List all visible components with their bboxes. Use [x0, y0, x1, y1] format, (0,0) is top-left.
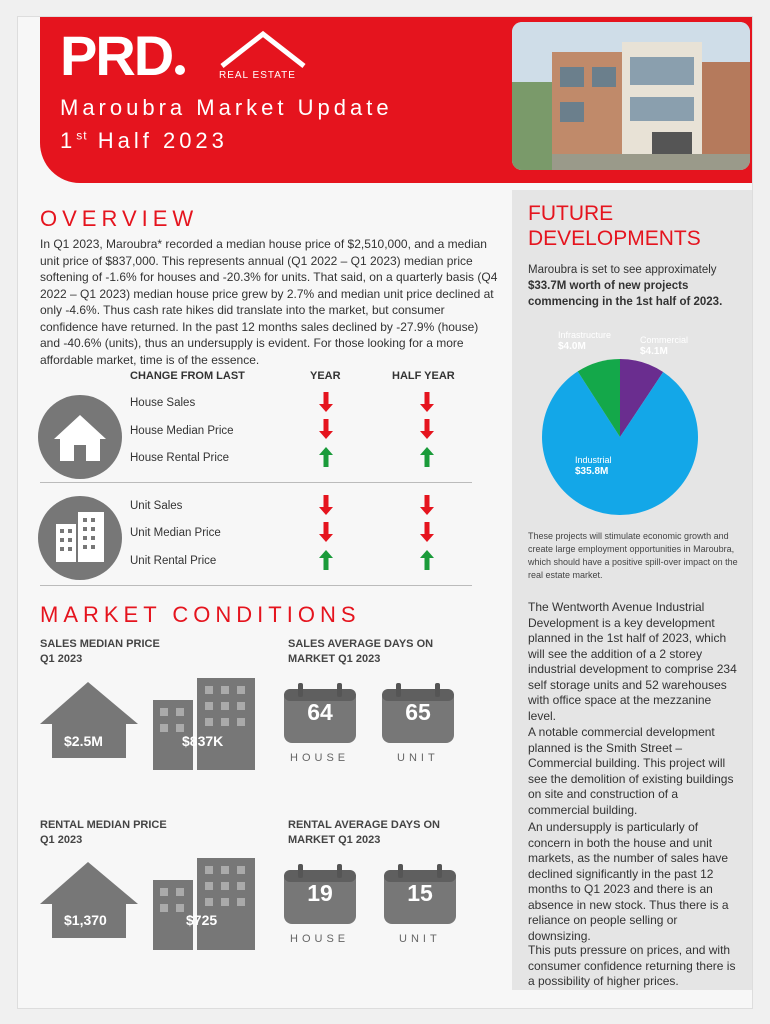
sales-days-heading: SALES AVERAGE DAYS ON MARKET Q1 2023 — [288, 638, 434, 665]
sales-unit-caption: UNIT — [397, 752, 439, 764]
house-icon — [38, 395, 122, 479]
sales-unit-days: 65 — [405, 699, 431, 725]
pie-label-commercial: Commercial $4.1M — [640, 335, 689, 357]
pie-label-infrastructure: Infrastructure $4.0M — [558, 330, 612, 352]
brand-subtitle: REAL ESTATE — [219, 70, 296, 81]
apartment-building-icon — [38, 496, 122, 580]
arrow-down-icon — [420, 419, 434, 439]
overview-title: OVERVIEW — [40, 206, 199, 231]
future-paragraph-1: The Wentworth Avenue Industrial Development is a key development planned in the 1st half of 2023, which will see the addition of a 2 storey industrial development to comprise 234 self storage units and 52 warehouses with office space at the mezzanine level. — [528, 600, 737, 723]
rental-unit-days-calendar-icon — [384, 864, 456, 924]
investment-pie-chart — [540, 357, 700, 522]
sales-unit-price: $837K — [182, 733, 224, 749]
sales-house-price: $2.5M — [64, 733, 103, 749]
sales-house-days: 64 — [307, 699, 333, 725]
row-house-rental-price: House Rental Price — [130, 452, 230, 464]
sales-house-caption: HOUSE — [290, 752, 350, 764]
row-unit-sales: Unit Sales — [130, 500, 183, 512]
arrow-up-icon — [420, 447, 434, 467]
row-unit-rental-price: Unit Rental Price — [130, 555, 217, 567]
arrow-down-icon — [420, 392, 434, 412]
table-divider — [40, 585, 472, 586]
market-conditions-title: MARKET CONDITIONS — [40, 602, 361, 627]
future-title: FUTURE DEVELOPMENTS — [528, 202, 701, 250]
arrow-down-icon — [420, 495, 434, 515]
overview-text: In Q1 2023, Maroubra* recorded a median house price of $2,510,000, and a median unit price of $837,000. This represents annual (Q1 2022 – Q1 2023) median price softening of -1.6% for houses and -20.3% for units. That said, on a quarterly basis (Q4 2022 – Q1 2023) median house price grew by 2.7% and median unit price declined at only -4.6%. Thus cash rate hikes did translate into the market, but consumer confidence have returned. In the past 12 months sales declined by -27.9% (house) and -40.6% (units), thus an undersupply is evident. For those looking for a more affordable market, time is of the essence. — [40, 237, 498, 367]
future-paragraph-2: A notable commercial development planned is the Smith Street – Commercial building. This project will see the demolition of existing buildings on site and construction of a commercial building. — [528, 725, 734, 817]
rental-unit-building-icon — [153, 858, 255, 950]
roof-logo-icon — [220, 30, 306, 68]
future-paragraph-4: This puts pressure on prices, and with consumer confidence returning there is a possibility of higher prices. — [528, 943, 736, 988]
property-photo — [512, 22, 750, 170]
prd-logo: PRD — [60, 28, 185, 84]
rental-median-heading: RENTAL MEDIAN PRICE Q1 2023 — [40, 819, 167, 846]
arrow-down-icon — [319, 419, 333, 439]
arrow-down-icon — [319, 392, 333, 412]
row-unit-median-price: Unit Median Price — [130, 527, 221, 539]
future-note: These projects will stimulate economic growth and create large employment opportunities in Maroubra, which should have a positive spill-over impact on the real estate market. — [528, 531, 738, 580]
table-header-half-year: HALF YEAR — [392, 370, 455, 382]
arrow-up-icon — [319, 550, 333, 570]
arrow-up-icon — [420, 550, 434, 570]
sales-median-heading: SALES MEDIAN PRICE Q1 2023 — [40, 638, 160, 665]
rental-unit-days: 15 — [407, 880, 433, 906]
future-intro: Maroubra is set to see approximately $33.7M worth of new projects commencing in the 1st half of 2023. — [528, 264, 723, 308]
rental-house-days-calendar-icon — [284, 864, 356, 924]
table-divider — [40, 482, 472, 483]
rental-house-price: $1,370 — [64, 912, 107, 928]
row-house-sales: House Sales — [130, 397, 196, 409]
arrow-down-icon — [319, 495, 333, 515]
pie-label-industrial: Industrial $35.8M — [575, 455, 612, 477]
table-header-year: YEAR — [310, 370, 341, 382]
rental-house-caption: HOUSE — [290, 933, 350, 945]
future-paragraph-3: An undersupply is particularly of concern in both the house and unit markets, as the number of sales have declined significantly in the past 12 months to Q1 2023 and there is an absence in new stock. Thus there is a reliance on people selling or downsizing. — [528, 820, 729, 943]
sales-unit-building-icon — [153, 678, 255, 770]
rental-unit-caption: UNIT — [399, 933, 441, 945]
pie-svg — [540, 357, 700, 517]
arrow-down-icon — [420, 522, 434, 542]
rental-days-heading: RENTAL AVERAGE DAYS ON MARKET Q1 2023 — [288, 819, 440, 846]
rental-house-icon — [40, 860, 140, 940]
arrow-down-icon — [319, 522, 333, 542]
rental-house-days: 19 — [307, 880, 333, 906]
page-title: Maroubra Market Update — [60, 95, 393, 120]
arrow-up-icon — [319, 447, 333, 467]
sales-house-days-calendar-icon — [284, 683, 356, 743]
page-subtitle: 1st Half 2023 — [60, 128, 228, 153]
sales-unit-days-calendar-icon — [382, 683, 454, 743]
rental-unit-price: $725 — [186, 912, 218, 928]
table-header-change: CHANGE FROM LAST — [130, 370, 245, 382]
row-house-median-price: House Median Price — [130, 425, 234, 437]
